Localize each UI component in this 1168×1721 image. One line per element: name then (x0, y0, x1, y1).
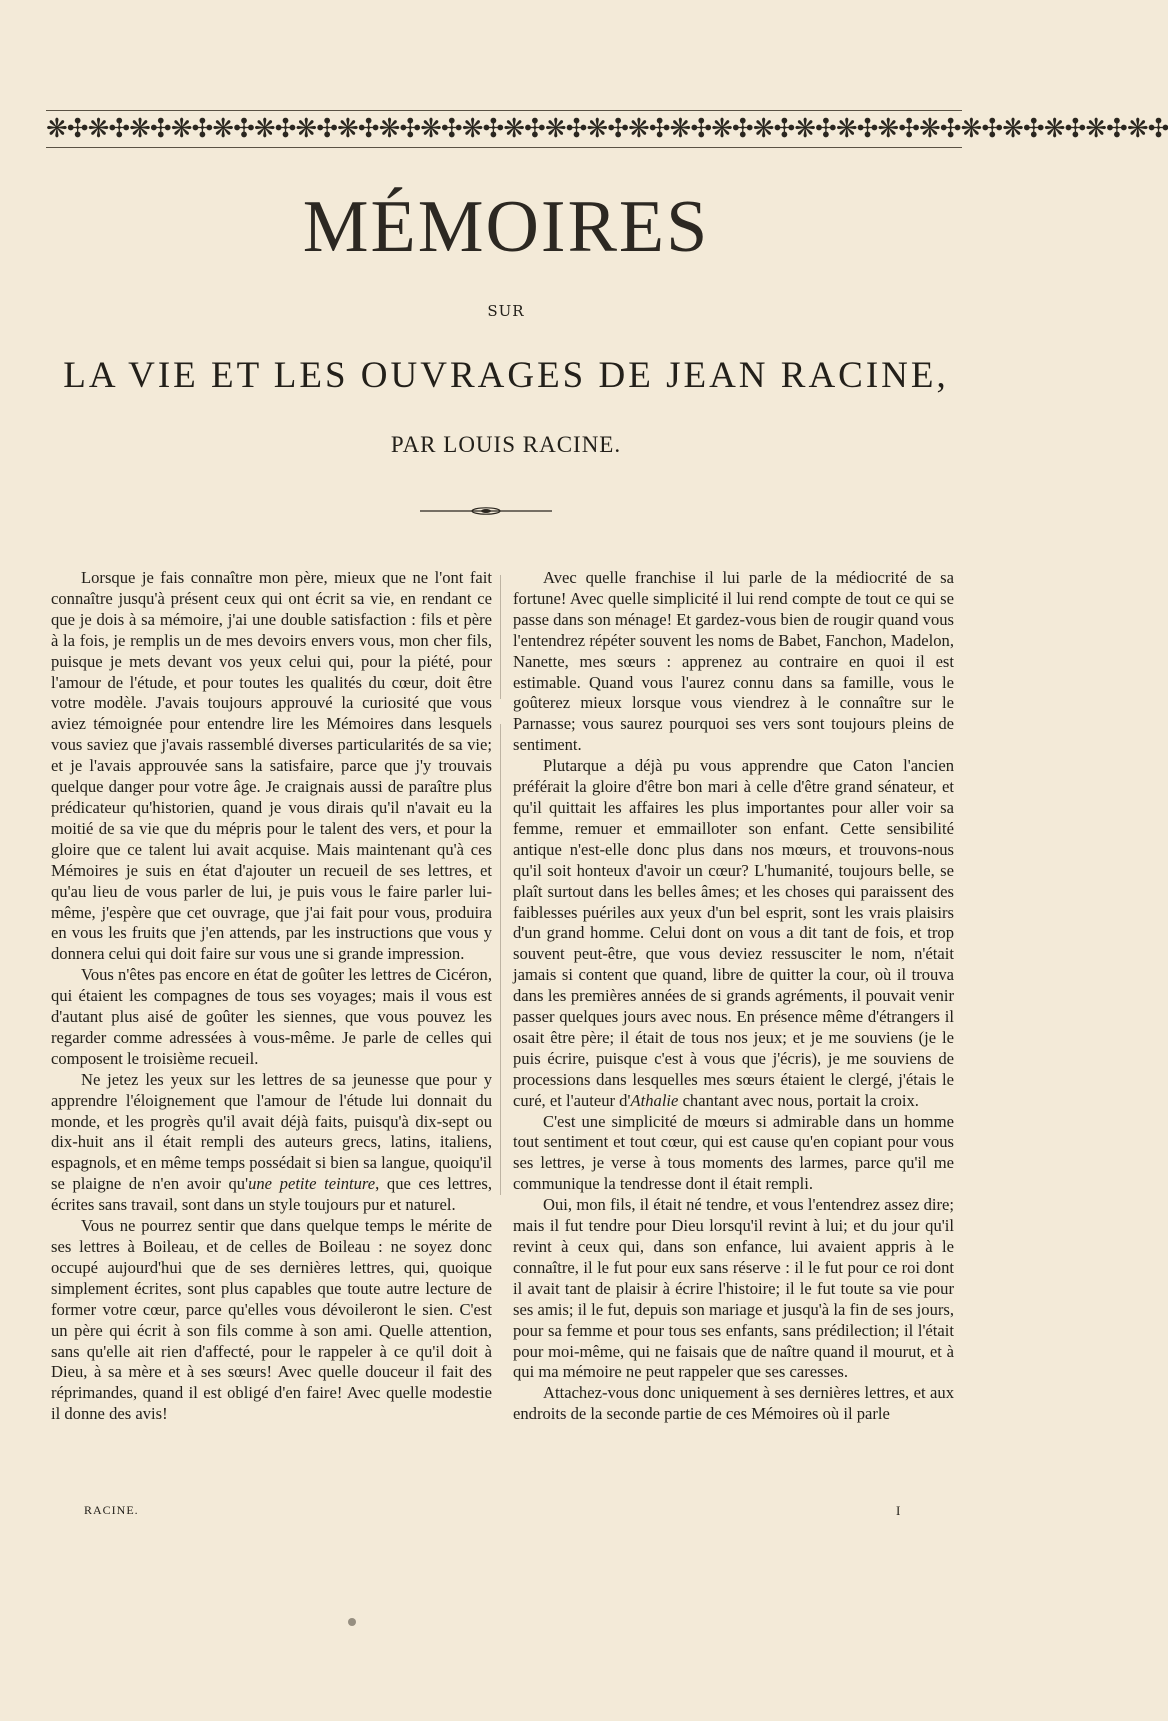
paragraph: Vous n'êtes pas encore en état de goûter les lettres de Cicéron, qui étaient les compagnes de tous ses voyages; mais il vous est d'autant plus aisé de goûter les siennes, que vous pouvez les regarder comme adressées à vous-même. Je parle de celles qui composent le troisième recueil. (51, 965, 492, 1068)
paragraph-text: chantant avec nous, portait la croix. (678, 1090, 919, 1110)
decorative-rule-icon (420, 505, 552, 517)
paragraph: C'est une simplicité de mœurs si admirable dans un homme tout sentiment et tout cœur, qui est cause qu'en copiant pour vous ses lettres, je verse à tous moments des larmes, parce qu'il me communique la tendresse dont il était rempli. (513, 1111, 954, 1194)
column-divider (500, 575, 501, 1195)
paragraph (51, 1070, 492, 1216)
paragraph: Attachez-vous donc uniquement à ses dernières lettres, et aux endroits de la seconde partie de ces Mémoires où il parle (513, 1383, 954, 1424)
paragraph: Vous ne pourrez sentir que dans quelque temps le mérite de ses lettres à Boileau, et de celles de Boileau : ne soyez donc occupé aujourd'hui que de ses dernières lettres, qui, quoique simplement écrites, sont plus capables que toute autre lecture de former votre cœur, parce qu'elles vous dévoileront le sien. C'est un père qui écrit à son fils comme à son ami. Quelle attention, sans qu'elle ait rien d'affecté, pour le rappeler à ce qu'il doit à Dieu, à sa mère et à ses sœurs! Avec quelle douceur il fait des réprimandes, quand il est obligé d'en faire! Avec quelle modestie il donne des avis! (51, 1216, 492, 1424)
paper-speck (348, 1618, 356, 1626)
signature-mark: RACINE. (84, 1503, 139, 1517)
subtitle: LA VIE ET LES OUVRAGES DE JEAN RACINE, (63, 355, 949, 396)
title-connector: SUR (487, 302, 525, 320)
page-title: MÉMOIRES (302, 186, 710, 268)
author-line: PAR LOUIS RACINE. (390, 432, 622, 457)
paragraph-text: Plutarque a déjà pu vous apprendre que Caton l'ancien préférait la gloire d'être bon mari à celle d'être grand sénateur, et qu'il quittait les affaires les plus importantes pour aller voir sa femme, remuer et emmailloter son enfant. Cette sensibilité antique n'est-elle donc plus dans nos mœurs, et trouvons-nous qu'il soit honteux d'avoir un cœur? L'humanité, toujours belle, se plaît surtout dans les belles âmes; et les choses qui paraissent des faiblesses puériles aux yeux d'un bel esprit, sont les vrais plaisirs d'un grand homme. Celui dont on vous a dit tant de fois, et trop souvent peut-être, que vous deviez ressusciter le nom, n'était jamais si content que quand, libre de quitter la cour, où il trouva dans les premières années de si grands agréments, il pouvait venir passer quelques jours avec nous. En présence même d'étrangers il osait être père; il était de tous nos jeux; et je me souviens (je le puis écrire, puisque c'est à vous que j'écris), je me souviens de processions dans lesquelles mes sœurs étaient le clergé, j'étais le curé, et l'auteur d' (513, 756, 954, 1110)
right-text-column (513, 568, 954, 1425)
ornamental-header-band: ❋✣❋✣❋✣❋✣❋✣❋✣❋✣❋✣❋✣❋✣❋✣❋✣❋✣❋✣❋✣❋✣❋✣❋✣❋✣❋✣❋✣❋✣❋✣❋✣❋✣❋✣❋✣ (46, 110, 962, 148)
sheet-number: I (896, 1503, 901, 1518)
left-text-column (51, 568, 492, 1425)
italic-quote: une petite teinture (248, 1174, 376, 1194)
paragraph: Lorsque je fais connaître mon père, mieux que ne l'ont fait connaître jusqu'à présent ceux qui ont écrit sa vie, en rendant ce que je dois à sa mémoire, j'ai une double satisfaction : fils et père à la fois, je remplis un de mes devoirs envers vous, mon cher fils, puisque je mets devant vos yeux celui qui, pour la piété, pour l'amour de l'étude, et pour toutes les qualités du cœur, doit être votre modèle. J'avais toujours approuvé la curiosité que vous aviez témoignée pour entendre lire les Mémoires dans lesquels vous saviez que j'avais rassemblé diverses particularités de sa vie; et je l'avais approuvée sans la satisfaire, parce que j'y trouvais quelque danger pour votre âge. Je craignais aussi de paraître plus prédicateur qu'historien, quand je vous dirais qu'il n'avait eu la moitié de sa vie que du mépris pour le talent des vers, et pour la gloire que ce talent lui avait acquise. Mais maintenant qu'à ces Mémoires je suis en état d'ajouter un recueil de ses lettres, et qu'au lieu de vous parler de lui, je puis vous le faire parler lui-même, j'espère que cet ouvrage, que j'ai fait pour vous, produira en vous les fruits que j'en attends, par les instructions que vous y donnera celui qui doit faire sur vous une si grande impression. (51, 568, 492, 964)
italic-title: Athalie (630, 1090, 679, 1110)
paragraph: Avec quelle franchise il lui parle de la médiocrité de sa fortune! Avec quelle simplicité il lui rend compte de tout ce qui se passe dans son ménage! Et gardez-vous bien de rougir quand vous l'entendrez répéter souvent les noms de Babet, Fanchon, Madelon, Nanette, mes sœurs : apprenez au contraire en quoi il est estimable. Quand vous l'aurez connu dans sa famille, vous le goûterez mieux lorsque vous viendrez à le connaître sur le Parnasse; vous saurez pourquoi ses vers sont toujours pleins de sentiment. (513, 568, 954, 755)
paragraph-text: , que ces lettres, écrites sans travail, sont dans un style toujours pur et naturel. (51, 1174, 492, 1215)
paragraph: Oui, mon fils, il était né tendre, et vous l'entendrez assez dire; mais il fut tendre pour Dieu lorsqu'il revint à lui; et du jour qu'il revint à ceux qui, dans son enfance, lui avaient appris à le connaître, il le fut pour eux sans réserve : il le fut pour ce roi dont il avait tant de plaisir à écrire l'histoire; il le fut toute sa vie pour ses amis; il le fut, depuis son mariage et jusqu'à la fin de ses jours, pour sa femme et pour tous ses enfants, sans prédilection; il l'était pour moi-même, qui ne faisais que de naître quand il mourut, et à qui ma mémoire ne peut rappeler que ses caresses. (513, 1195, 954, 1382)
paragraph (513, 756, 954, 1111)
paragraph-text: Ne jetez les yeux sur les lettres de sa jeunesse que pour y apprendre l'éloignement que l'amour de l'étude lui donnait du monde, et les progrès qu'il avait déjà faits, puisqu'à dix-sept ou dix-huit ans il était rempli des auteurs grecs, latins, italiens, espagnols, et en même temps possédait si bien sa langue, quoiqu'il se plaigne de n'en avoir qu' (51, 1069, 492, 1194)
